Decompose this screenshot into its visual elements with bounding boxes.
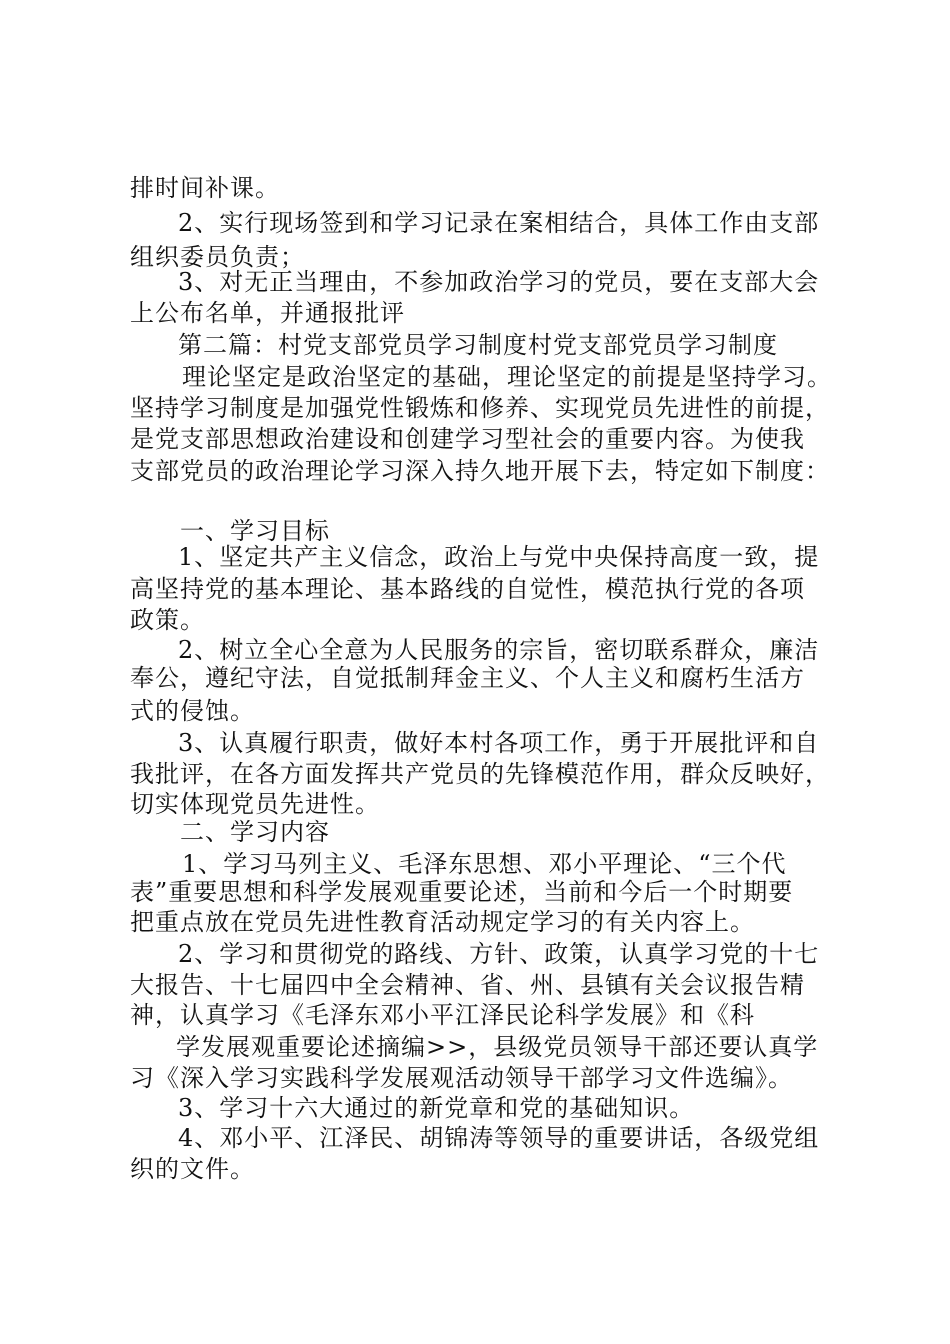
text-line: 2、树立全心全意为人民服务的宗旨，密切联系群众，廉洁 xyxy=(178,636,820,664)
text-line: 政策。 xyxy=(130,606,205,634)
section-heading: 一、学习目标 xyxy=(180,517,330,545)
text-line: 2、实行现场签到和学习记录在案相结合，具体工作由支部 xyxy=(178,209,820,237)
text-line: 织的文件。 xyxy=(130,1155,255,1183)
text-line: 我批评，在各方面发挥共产党员的先锋模范作用，群众反映好， xyxy=(130,760,830,788)
text-line: 表”重要思想和科学发展观重要论述，当前和今后一个时期要 xyxy=(130,878,794,906)
text-line: 上公布名单，并通报批评 xyxy=(130,299,405,327)
text-line: 1、学习马列主义、毛泽东思想、邓小平理论、“三个代 xyxy=(182,850,787,878)
text-line: 3、学习十六大通过的新党章和党的基础知识。 xyxy=(178,1094,695,1122)
section-heading: 第二篇：村党支部党员学习制度村党支部党员学习制度 xyxy=(178,331,778,359)
text-line: 高坚持党的基本理论、基本路线的自觉性，模范执行党的各项 xyxy=(130,575,805,603)
text-line: 奉公，遵纪守法，自觉抵制拜金主义、个人主义和腐朽生活方 xyxy=(130,664,805,692)
text-line: 2、学习和贯彻党的路线、方针、政策，认真学习党的十七 xyxy=(178,940,820,968)
text-line: 理论坚定是政治坚定的基础，理论坚定的前提是坚持学习。 xyxy=(182,363,832,391)
text-line: 支部党员的政治理论学习深入持久地开展下去，特定如下制度： xyxy=(130,457,830,485)
text-line: 坚持学习制度是加强党性锻炼和修养、实现党员先进性的前提， xyxy=(130,394,830,422)
text-line: 习《深入学习实践科学发展观活动领导干部学习文件选编》。 xyxy=(130,1064,793,1092)
text-line: 组织委员负责； xyxy=(130,243,305,271)
text-line: 3、认真履行职责，做好本村各项工作，勇于开展批评和自 xyxy=(178,729,820,757)
text-line: 排时间补课。 xyxy=(130,174,280,202)
text-line: 3、对无正当理由，不参加政治学习的党员，要在支部大会 xyxy=(178,268,820,296)
text-line: 神，认真学习《毛泽东邓小平江泽民论科学发展》和《科 xyxy=(130,1001,755,1029)
text-line: 1、坚定共产主义信念，政治上与党中央保持高度一致，提 xyxy=(178,543,820,571)
text-line: 式的侵蚀。 xyxy=(130,697,255,725)
text-line: 把重点放在党员先进性教育活动规定学习的有关内容上。 xyxy=(130,908,755,936)
text-line: 大报告、十七届四中全会精神、省、州、县镇有关会议报告精 xyxy=(130,971,805,999)
text-line: 学发展观重要论述摘编>>，县级党员领导干部还要认真学 xyxy=(176,1033,819,1061)
text-line: 4、邓小平、江泽民、胡锦涛等领导的重要讲话，各级党组 xyxy=(178,1124,820,1152)
text-line: 切实体现党员先进性。 xyxy=(130,790,380,818)
text-line: 是党支部思想政治建设和创建学习型社会的重要内容。为使我 xyxy=(130,425,805,453)
section-heading: 二、学习内容 xyxy=(180,818,330,846)
